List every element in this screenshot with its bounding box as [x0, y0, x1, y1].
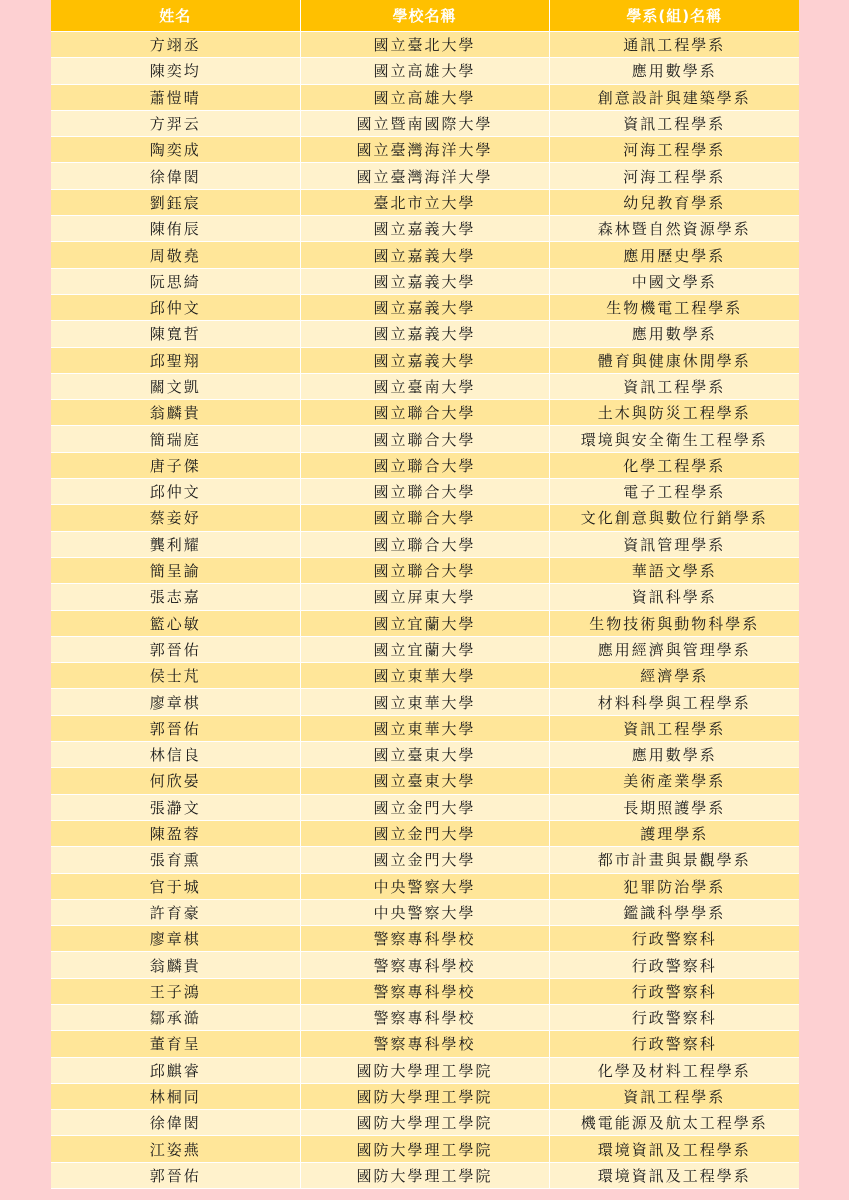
student-name-cell: 林桐同	[51, 1083, 300, 1109]
student-name-cell: 關文凱	[51, 373, 300, 399]
school-name-cell: 國立臺灣海洋大學	[300, 137, 549, 163]
department-name-cell: 行政警察科	[549, 1004, 799, 1030]
header-row	[51, 0, 799, 32]
department-name-cell: 體育與健康休閒學系	[549, 347, 799, 373]
school-name-cell: 國立臺北大學	[300, 32, 549, 58]
table-row	[51, 873, 799, 899]
header-name: 姓名	[51, 0, 300, 32]
student-name-cell: 蔡妾妤	[51, 505, 300, 531]
table-row	[51, 715, 799, 741]
department-name-cell: 土木與防災工程學系	[549, 400, 799, 426]
table-row	[51, 794, 799, 820]
student-name-cell: 籃心敏	[51, 610, 300, 636]
school-name-cell: 國立宜蘭大學	[300, 610, 549, 636]
table-row	[51, 899, 799, 925]
department-name-cell: 應用數學系	[549, 58, 799, 84]
school-name-cell: 國防大學理工學院	[300, 1162, 549, 1188]
table-row	[51, 426, 799, 452]
school-name-cell: 國立聯合大學	[300, 505, 549, 531]
school-name-cell: 國防大學理工學院	[300, 1057, 549, 1083]
header-school: 學校名稱	[300, 0, 549, 32]
table-row	[51, 321, 799, 347]
table-row	[51, 952, 799, 978]
school-name-cell: 國防大學理工學院	[300, 1136, 549, 1162]
department-name-cell: 環境與安全衛生工程學系	[549, 426, 799, 452]
school-name-cell: 國立高雄大學	[300, 58, 549, 84]
student-name-cell: 方翊丞	[51, 32, 300, 58]
student-name-cell: 陶奕成	[51, 137, 300, 163]
department-name-cell: 環境資訊及工程學系	[549, 1136, 799, 1162]
student-name-cell: 侯士芃	[51, 663, 300, 689]
department-name-cell: 都市計畫與景觀學系	[549, 847, 799, 873]
header-department: 學系(組)名稱	[549, 0, 799, 32]
table-row	[51, 163, 799, 189]
table-row	[51, 347, 799, 373]
table-row	[51, 110, 799, 136]
school-name-cell: 國立嘉義大學	[300, 268, 549, 294]
school-name-cell: 警察專科學校	[300, 952, 549, 978]
table-row	[51, 216, 799, 242]
department-name-cell: 中國文學系	[549, 268, 799, 294]
student-name-cell: 張育熏	[51, 847, 300, 873]
student-name-cell: 張瀞文	[51, 794, 300, 820]
school-name-cell: 國立聯合大學	[300, 400, 549, 426]
student-name-cell: 江姿燕	[51, 1136, 300, 1162]
department-name-cell: 應用歷史學系	[549, 242, 799, 268]
student-name-cell: 周敬堯	[51, 242, 300, 268]
student-name-cell: 陳寬哲	[51, 321, 300, 347]
table-row	[51, 373, 799, 399]
department-name-cell: 應用數學系	[549, 321, 799, 347]
table-row	[51, 557, 799, 583]
table-row	[51, 610, 799, 636]
department-name-cell: 生物技術與動物科學系	[549, 610, 799, 636]
department-name-cell: 河海工程學系	[549, 137, 799, 163]
school-name-cell: 國立臺南大學	[300, 373, 549, 399]
student-name-cell: 廖章棋	[51, 926, 300, 952]
table-row	[51, 505, 799, 531]
department-name-cell: 電子工程學系	[549, 479, 799, 505]
student-name-cell: 陳盈蓉	[51, 820, 300, 846]
student-name-cell: 郭晉佑	[51, 636, 300, 662]
school-name-cell: 中央警察大學	[300, 873, 549, 899]
school-name-cell: 國立聯合大學	[300, 557, 549, 583]
table-row	[51, 137, 799, 163]
table-row	[51, 400, 799, 426]
department-name-cell: 機電能源及航太工程學系	[549, 1110, 799, 1136]
table-row	[51, 1162, 799, 1188]
table-row	[51, 1083, 799, 1109]
student-name-cell: 廖章棋	[51, 689, 300, 715]
table-row	[51, 820, 799, 846]
school-name-cell: 國立東華大學	[300, 663, 549, 689]
department-name-cell: 華語文學系	[549, 557, 799, 583]
department-name-cell: 行政警察科	[549, 926, 799, 952]
school-name-cell: 國立宜蘭大學	[300, 636, 549, 662]
department-name-cell: 應用數學系	[549, 742, 799, 768]
table-row	[51, 1031, 799, 1057]
school-name-cell: 國防大學理工學院	[300, 1083, 549, 1109]
school-name-cell: 國立暨南國際大學	[300, 110, 549, 136]
school-name-cell: 國立東華大學	[300, 689, 549, 715]
department-name-cell: 化學工程學系	[549, 452, 799, 478]
department-name-cell: 鑑識科學學系	[549, 899, 799, 925]
department-name-cell: 幼兒教育學系	[549, 189, 799, 215]
school-name-cell: 國立金門大學	[300, 794, 549, 820]
table-row	[51, 847, 799, 873]
admission-table	[51, 0, 799, 1189]
table-row	[51, 636, 799, 662]
department-name-cell: 資訊管理學系	[549, 531, 799, 557]
school-name-cell: 國立聯合大學	[300, 452, 549, 478]
student-name-cell: 邱仲文	[51, 294, 300, 320]
table-row	[51, 1004, 799, 1030]
table-row	[51, 479, 799, 505]
student-name-cell: 翁麟貴	[51, 952, 300, 978]
school-name-cell: 國立嘉義大學	[300, 216, 549, 242]
student-name-cell: 劉鈺宸	[51, 189, 300, 215]
school-name-cell: 國立金門大學	[300, 820, 549, 846]
department-name-cell: 行政警察科	[549, 978, 799, 1004]
student-name-cell: 唐子傑	[51, 452, 300, 478]
table-row	[51, 294, 799, 320]
department-name-cell: 生物機電工程學系	[549, 294, 799, 320]
school-name-cell: 國立聯合大學	[300, 479, 549, 505]
school-name-cell: 國立嘉義大學	[300, 321, 549, 347]
student-name-cell: 陳奕均	[51, 58, 300, 84]
table-body	[51, 32, 799, 1189]
table-row	[51, 189, 799, 215]
table-row	[51, 1136, 799, 1162]
school-name-cell: 國立臺東大學	[300, 768, 549, 794]
department-name-cell: 創意設計與建築學系	[549, 84, 799, 110]
table-row	[51, 768, 799, 794]
table-row	[51, 58, 799, 84]
table-row	[51, 1110, 799, 1136]
school-name-cell: 國立東華大學	[300, 715, 549, 741]
school-name-cell: 國立臺東大學	[300, 742, 549, 768]
school-name-cell: 國立嘉義大學	[300, 294, 549, 320]
department-name-cell: 資訊科學系	[549, 584, 799, 610]
student-name-cell: 張志嘉	[51, 584, 300, 610]
table-row	[51, 32, 799, 58]
student-name-cell: 官于城	[51, 873, 300, 899]
department-name-cell: 應用經濟與管理學系	[549, 636, 799, 662]
table-row	[51, 584, 799, 610]
table-row	[51, 242, 799, 268]
department-name-cell: 材料科學與工程學系	[549, 689, 799, 715]
school-name-cell: 警察專科學校	[300, 1004, 549, 1030]
department-name-cell: 護理學系	[549, 820, 799, 846]
department-name-cell: 犯罪防治學系	[549, 873, 799, 899]
student-name-cell: 方羿云	[51, 110, 300, 136]
student-name-cell: 邱聖翔	[51, 347, 300, 373]
school-name-cell: 國立聯合大學	[300, 426, 549, 452]
table-row	[51, 531, 799, 557]
admission-list-sheet	[51, 0, 799, 1189]
student-name-cell: 簡呈諭	[51, 557, 300, 583]
table-row	[51, 84, 799, 110]
table-row	[51, 1057, 799, 1083]
table-row	[51, 452, 799, 478]
school-name-cell: 國立聯合大學	[300, 531, 549, 557]
student-name-cell: 徐偉閎	[51, 1110, 300, 1136]
school-name-cell: 警察專科學校	[300, 926, 549, 952]
table-row	[51, 978, 799, 1004]
school-name-cell: 國立嘉義大學	[300, 242, 549, 268]
student-name-cell: 簡瑞庭	[51, 426, 300, 452]
department-name-cell: 森林暨自然資源學系	[549, 216, 799, 242]
department-name-cell: 資訊工程學系	[549, 373, 799, 399]
school-name-cell: 中央警察大學	[300, 899, 549, 925]
department-name-cell: 資訊工程學系	[549, 715, 799, 741]
student-name-cell: 鄒承澔	[51, 1004, 300, 1030]
department-name-cell: 資訊工程學系	[549, 110, 799, 136]
student-name-cell: 董育呈	[51, 1031, 300, 1057]
school-name-cell: 國立高雄大學	[300, 84, 549, 110]
student-name-cell: 何欣晏	[51, 768, 300, 794]
student-name-cell: 蕭愷晴	[51, 84, 300, 110]
student-name-cell: 阮思綺	[51, 268, 300, 294]
student-name-cell: 陳侑辰	[51, 216, 300, 242]
student-name-cell: 郭晉佑	[51, 1162, 300, 1188]
table-row	[51, 663, 799, 689]
school-name-cell: 警察專科學校	[300, 1031, 549, 1057]
department-name-cell: 化學及材料工程學系	[549, 1057, 799, 1083]
student-name-cell: 翁麟貴	[51, 400, 300, 426]
school-name-cell: 國立金門大學	[300, 847, 549, 873]
department-name-cell: 行政警察科	[549, 1031, 799, 1057]
department-name-cell: 經濟學系	[549, 663, 799, 689]
student-name-cell: 邱麒睿	[51, 1057, 300, 1083]
table-row	[51, 689, 799, 715]
table-row	[51, 926, 799, 952]
school-name-cell: 國立嘉義大學	[300, 347, 549, 373]
department-name-cell: 環境資訊及工程學系	[549, 1162, 799, 1188]
student-name-cell: 許育豪	[51, 899, 300, 925]
school-name-cell: 警察專科學校	[300, 978, 549, 1004]
student-name-cell: 林信良	[51, 742, 300, 768]
student-name-cell: 王子鴻	[51, 978, 300, 1004]
department-name-cell: 長期照護學系	[549, 794, 799, 820]
school-name-cell: 國立屏東大學	[300, 584, 549, 610]
department-name-cell: 美術產業學系	[549, 768, 799, 794]
table-row	[51, 268, 799, 294]
table-row	[51, 742, 799, 768]
student-name-cell: 龔利耀	[51, 531, 300, 557]
school-name-cell: 國立臺灣海洋大學	[300, 163, 549, 189]
department-name-cell: 行政警察科	[549, 952, 799, 978]
school-name-cell: 臺北市立大學	[300, 189, 549, 215]
student-name-cell: 徐偉閎	[51, 163, 300, 189]
school-name-cell: 國防大學理工學院	[300, 1110, 549, 1136]
department-name-cell: 資訊工程學系	[549, 1083, 799, 1109]
student-name-cell: 邱仲文	[51, 479, 300, 505]
department-name-cell: 通訊工程學系	[549, 32, 799, 58]
department-name-cell: 河海工程學系	[549, 163, 799, 189]
student-name-cell: 郭晉佑	[51, 715, 300, 741]
department-name-cell: 文化創意與數位行銷學系	[549, 505, 799, 531]
